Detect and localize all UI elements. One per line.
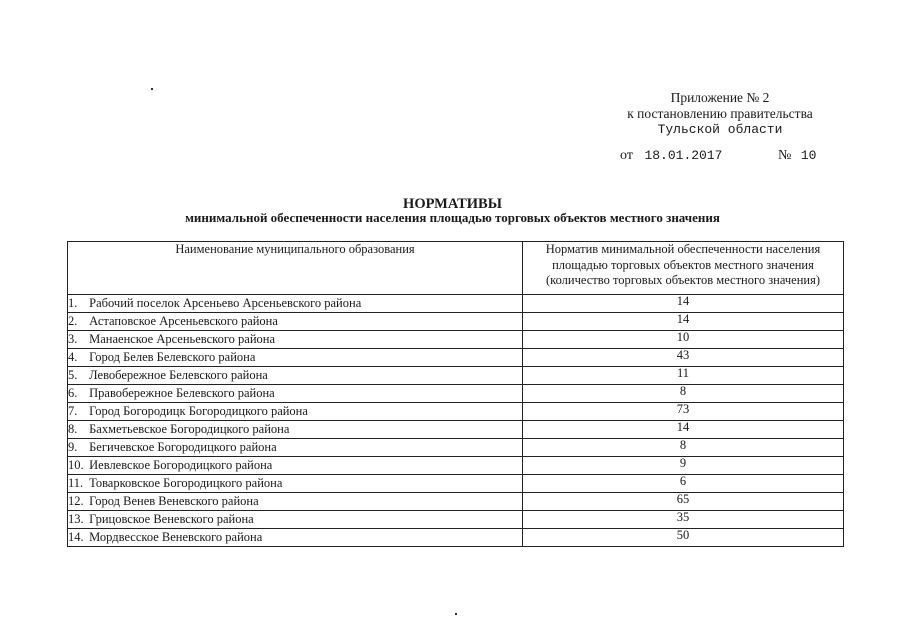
scan-speck	[455, 613, 457, 615]
table-row	[68, 349, 844, 367]
header-municipality: Наименование муниципального образования	[68, 242, 523, 295]
header-norm-line: Норматив минимальной обеспеченности населения	[545, 242, 821, 256]
municipality-name: Иевлевское Богородицкого района	[89, 458, 273, 472]
row-number: 14.	[68, 530, 84, 544]
row-number: 11.	[68, 476, 84, 490]
municipality-cell	[68, 295, 523, 313]
document-title: НОРМАТИВЫ	[403, 196, 502, 212]
row-number: 13.	[68, 512, 84, 526]
date-prefix: от	[620, 148, 633, 163]
table-row	[68, 529, 844, 547]
row-number: 8.	[68, 422, 78, 436]
municipality-name: Мордвесское Веневского района	[89, 530, 263, 544]
norm-value: 14	[523, 313, 844, 331]
header-norm-line: (количество торговых объектов местного значения)	[545, 273, 820, 287]
municipality-name: Город Богородицк Богородицкого района	[89, 404, 308, 418]
decree-date: 18.01.2017	[644, 148, 723, 163]
row-number: 4.	[68, 350, 78, 364]
table-row	[68, 475, 844, 493]
row-number: 12.	[68, 494, 84, 508]
municipality-cell	[68, 313, 523, 331]
number-label: №	[777, 148, 792, 163]
table-row	[68, 367, 844, 385]
row-number: 7.	[68, 404, 78, 418]
norm-value: 10	[523, 331, 844, 349]
table-row	[68, 295, 844, 313]
municipality-name: Манаенское Арсеньевского района	[89, 332, 276, 346]
norm-value: 73	[523, 403, 844, 421]
municipality-cell	[68, 367, 523, 385]
norms-table	[67, 241, 844, 547]
row-number: 5.	[68, 368, 78, 382]
municipality-name: Рабочий поселок Арсеньево Арсеньевского района	[89, 296, 362, 310]
norm-value: 8	[523, 385, 844, 403]
municipality-name: Астаповское Арсеньевского района	[89, 314, 278, 328]
municipality-cell	[68, 493, 523, 511]
table-row	[68, 421, 844, 439]
header-norm	[523, 242, 844, 295]
table-row	[68, 403, 844, 421]
municipality-name: Правобережное Белевского района	[89, 386, 275, 400]
municipality-name: Бахметьевское Богородицкого района	[89, 422, 290, 436]
annex-reference: к постановлению правительства	[627, 106, 813, 121]
municipality-name: Город Белев Белевского района	[89, 350, 256, 364]
municipality-cell	[68, 511, 523, 529]
norm-value: 43	[523, 349, 844, 367]
row-number: 2.	[68, 314, 78, 328]
norm-value: 6	[523, 475, 844, 493]
municipality-cell	[68, 331, 523, 349]
decree-number: 10	[800, 148, 817, 163]
table-row	[68, 331, 844, 349]
norm-value: 14	[523, 421, 844, 439]
table-header-row	[68, 242, 844, 295]
norm-value: 9	[523, 457, 844, 475]
municipality-cell	[68, 403, 523, 421]
municipality-cell	[68, 349, 523, 367]
annex-number: Приложение № 2	[670, 90, 770, 105]
row-number: 1.	[68, 296, 78, 310]
header-norm-line: площадью торговых объектов местного значения	[552, 257, 814, 272]
norm-value: 35	[523, 511, 844, 529]
annex-authority: Тульской области	[657, 122, 783, 137]
municipality-cell	[68, 421, 523, 439]
municipality-cell	[68, 475, 523, 493]
table-row	[68, 511, 844, 529]
table-row	[68, 313, 844, 331]
row-number: 6.	[68, 386, 78, 400]
norm-value: 65	[523, 493, 844, 511]
document-subtitle: минимальной обеспеченности населения площадью торговых объектов местного значения	[185, 210, 720, 225]
table-row	[68, 457, 844, 475]
municipality-cell	[68, 439, 523, 457]
norm-value: 50	[523, 529, 844, 547]
municipality-cell	[68, 457, 523, 475]
annex-block	[560, 90, 880, 138]
table-row	[68, 493, 844, 511]
norm-value: 11	[523, 367, 844, 385]
decree-date-number	[620, 148, 816, 164]
municipality-name: Товарковское Богородицкого района	[89, 476, 283, 490]
table-row	[68, 385, 844, 403]
table-row	[68, 439, 844, 457]
municipality-cell	[68, 529, 523, 547]
municipality-cell	[68, 385, 523, 403]
municipality-name: Грицовское Веневского района	[89, 512, 254, 526]
municipality-name: Бегичевское Богородицкого района	[89, 440, 277, 454]
scan-speck	[151, 88, 153, 90]
municipality-name: Город Венев Веневского района	[89, 494, 259, 508]
norm-value: 14	[523, 295, 844, 313]
row-number: 10.	[68, 458, 84, 472]
municipality-name: Левобережное Белевского района	[89, 368, 268, 382]
row-number: 9.	[68, 440, 78, 454]
norm-value: 8	[523, 439, 844, 457]
row-number: 3.	[68, 332, 78, 346]
